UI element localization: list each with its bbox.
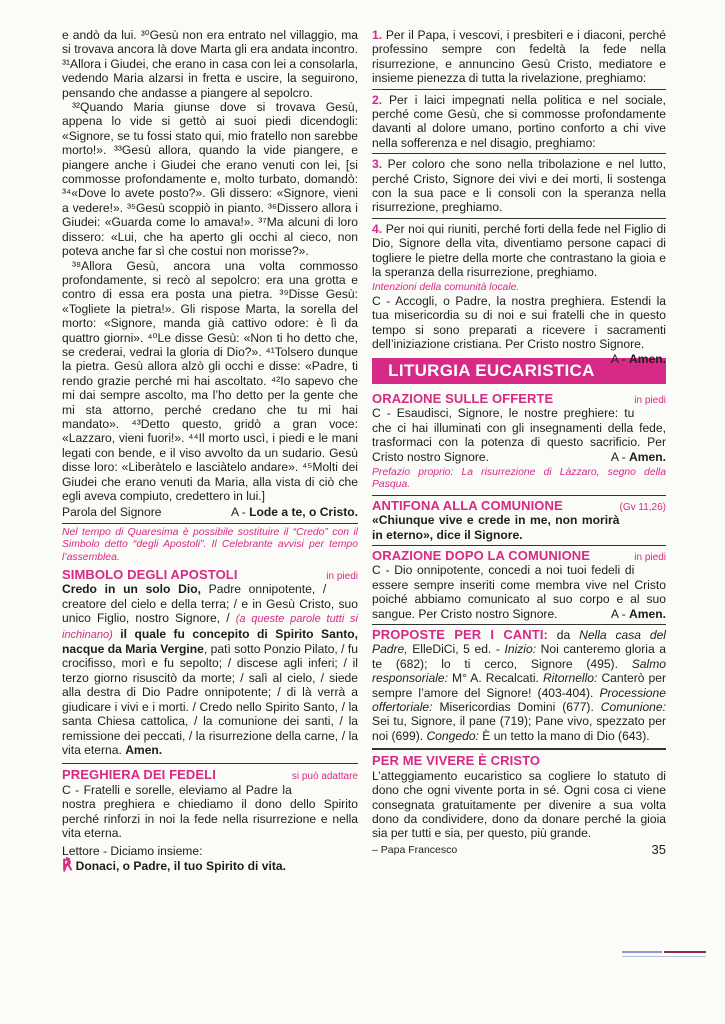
offerte-tag: in piedi <box>634 394 666 406</box>
parola-response: A - Lode a te, o Cristo. <box>230 505 358 520</box>
response-text: Donaci, o Padre, il tuo Spirito di vita. <box>75 858 286 873</box>
canti-title: PROPOSTE PER I CANTI: <box>372 627 548 643</box>
divider <box>62 523 358 524</box>
dopo-text: C - Dio onnipotente, concedi a noi tuoi fedeli di essere sempre inseriti come membra vive nel Cristo poiché abbiamo comunicato al suo corpo e al suo sangue. Per Cristo nostro Signore. A - Amen. <box>372 563 666 621</box>
author-line <box>372 843 666 857</box>
fedeli-title: PREGHIERA DEI FEDELI <box>62 767 216 783</box>
antifona-text: «Chiunque vive e crede in me, non morirà in eterno», dice il Signore. <box>372 513 620 542</box>
divider <box>372 748 666 750</box>
divider <box>372 89 666 90</box>
offerte-header <box>372 392 666 406</box>
divider <box>372 495 666 496</box>
parola-label: Parola del Signore <box>62 505 162 520</box>
decorative-line-blue <box>622 951 662 953</box>
left-column <box>62 28 358 873</box>
author: – Papa Francesco <box>372 843 458 856</box>
decorative-line-maroon <box>664 951 706 953</box>
vivere-header <box>372 754 666 768</box>
conclusion-prayer: C - Accogli, o Padre, la nostra preghiera. Estendi la tua misericordia su di noi e sui fratelli che in questo tempo si sono preparati a ricevere i sacramenti dell’iniziazione cristiana. Per Cristo nostro Signore. A - Amen. <box>372 293 666 366</box>
right-column <box>372 28 666 857</box>
antifona-title: ANTIFONA ALLA COMUNIONE <box>372 497 563 513</box>
parola-line <box>62 505 358 519</box>
simbolo-header <box>62 568 358 582</box>
divider <box>372 545 666 546</box>
divider <box>372 153 666 154</box>
page-number: 35 <box>651 841 666 857</box>
antifona-header <box>372 499 666 513</box>
prefazio-rubric: Prefazio proprio: La risurrezione di Làzzaro, segno della Pasqua. <box>372 466 666 491</box>
canti-text: PROPOSTE PER I CANTI: da Nella casa del Padre, ElleDiCi, 5 ed. - Inizio: Noi canteremo gloria a te (682); lo ti cerco, Signore (495). Salmo responsoriale: M° A. Recalcati. Ritornello: Canterò per sempre l’amore del Signore! (403-404). Processione offertoriale: Misericordias Domini (677). Comunione: Sei tu, Signore, il pane (719); Pane vivo, spezzato per noi (699). Congedo: È un tetto la mano di Dio (643). <box>372 627 666 743</box>
gospel-paragraph-3: ³⁸Allora Gesù, ancora una volta commosso profondamente, si recò al sepolcro: era una grotta e contro di essa era posta una pietra. ³⁹Disse Gesù: «Togliete la pietra!». Gli rispose Marta, la sorella del morto: «Signore, manda già cattivo odore: è lì da quattro giorni». ⁴⁰Le disse Gesù: «Non ti ho detto che, se crederai, vedrai la gloria di Dio?». ⁴¹Tolsero dunque la pietra. Gesù allora alzò gli occhi e disse: «Padre, ti rendo grazie perché mi hai ascoltato. ⁴²Io sapevo che mi dai sempre ascolto, ma l’ho detto per la gente che mi sta attorno, perché credano che tu mi hai mandato». ⁴³Detto questo, gridò a gran voce: «Lazzaro, vieni fuori!». ⁴⁴Il morto uscì, i piedi e le mani legati con bende, e il viso avvolto da un sudario. Gesù disse loro: «Liberàtelo e lasciàtelo andare». ⁴⁵Molti dei Giudei che erano venuti da Maria, alla vista di ciò che egli aveva compiuto, credettero in lui.] <box>62 258 358 503</box>
fedeli-text: C - Fratelli e sorelle, eleviamo al Padre la nostra preghiera e chiediamo il dono dello Spirito perché rinforzi in noi la fede nella risurrezione e nella vita eterna. <box>62 782 358 840</box>
quaresima-note: Nel tempo di Quaresima è possibile sostituire il “Credo” con il Simbolo detto “degli Apostoli”. Il Celebrante avvisi per tempo l’assemblea. <box>62 526 358 563</box>
divider <box>372 624 666 625</box>
response-line <box>62 856 358 874</box>
intention-1: 1. Per il Papa, i vescovi, i presbiteri e i diaconi, perché professino sempre con fedeltà la fede nella risurrezione, e annuncino Gesù Cristo, mediatore e insieme pienezza di tutta la rivelazione, preghiamo: <box>372 28 666 86</box>
liturgia-banner: LITURGIA EUCARISTICA <box>372 358 666 384</box>
dopo-tag: in piedi <box>634 552 666 563</box>
fedeli-tag: si può adattare <box>291 771 358 783</box>
simbolo-title: SIMBOLO DEGLI APOSTOLI <box>62 567 238 583</box>
antifona-ref: (Gv 11,26) <box>619 501 666 513</box>
offerte-text: C - Esaudisci, Signore, le nostre preghiere: tu che ci hai illuminati con gli insegnamenti della fede, trasformaci con la potenza di questo sacrificio. Per Cristo nostro Signore. A - Amen. <box>372 406 666 464</box>
gospel-paragraph-2: ³²Quando Maria giunse dove si trovava Gesù, appena lo vide si gettò ai suoi piedi dicendogli: «Signore, se tu fossi stato qui, mio fratello non sarebbe morto!». ³³Gesù allora, quando la vide piangere, e piangere anche i Giudei che erano venuti con lei, [si commosse profondamente e, molto turbato, domandò: ³⁴«Dove lo avete posto?». Gli dissero: «Signore, vieni a vedere!». ³⁵Gesù scoppiò in pianto. ³⁶Dissero allora i Giudei: «Guarda come lo amava!». ³⁷Ma alcuni di loro dissero: «Lui, che ha aperto gli occhi al cieco, non poteva anche far sì che costui non morisse?». <box>62 100 358 259</box>
divider <box>62 763 358 764</box>
offerte-title: ORAZIONE SULLE OFFERTE <box>372 390 554 406</box>
decorative-line-light <box>622 956 706 957</box>
intention-3: 3. Per coloro che sono nella tribolazione e nel lutto, perché Cristo, Signore dei vivi e dei morti, li sostenga con la sua pace e li consoli con la speranza nella risurrezione, preghiamo. <box>372 157 666 215</box>
fedeli-header <box>62 768 358 782</box>
lettore-line: Lettore - Diciamo insieme: <box>62 844 203 859</box>
divider <box>372 218 666 219</box>
intenzioni-rubric: Intenzioni della comunità locale. <box>372 281 520 293</box>
response-symbol: ℟ <box>62 856 73 874</box>
vivere-title: PER ME VIVERE È CRISTO <box>372 753 541 769</box>
dopo-title: ORAZIONE DOPO LA COMUNIONE <box>372 548 591 563</box>
intention-4: 4. Per noi qui riuniti, perché forti della fede nel Figlio di Dio, Signore della vita, diventiamo persone capaci di togliere le pietre della morte che contrastano la gioia e la speranza della risurrezione, preghiamo. <box>372 221 666 280</box>
vivere-text: L’atteggiamento eucaristico sa cogliere lo statuto di dono che ogni vivente porta in sé. Ogni cosa ci viene consegnata gratuitamente per divenire a sua volta dono da condividere, dono da donare perché la gioia sia per tutti e sia, per questo, più grande. <box>372 768 666 841</box>
dopo-header <box>372 549 666 563</box>
intention-2: 2. Per i laici impegnati nella politica e nel sociale, perché come Gesù, che si commosse profondamente davanti al dolore umano, portino conforto a chi vive nella sofferenza e nel disagio, preghiamo: <box>372 92 666 150</box>
simbolo-text: Credo in un solo Dio, Padre onnipotente, / creatore del cielo e della terra; / e in Gesù Cristo, suo unico Figlio, nostro Signore, / (a queste parole tutti si inchinano) il quale fu concepito di Spirito Santo, nacque da Maria Vergine, patì sotto Ponzio Pilato, / fu crocifisso, morì e fu sepolto; / discese agli inferi; / il terzo giorno risuscitò da morte; / salì al cielo, / siede alla destra di Dio Padre onnipotente; / di là verrà a giudicare i vivi e i morti. / Credo nello Spirito Santo, / la santa Chiesa cattolica, / la comunione dei santi, / la remissione dei peccati, / la risurrezione della carne, / la vita eterna. Amen. <box>62 582 358 757</box>
gospel-paragraph-1: e andò da lui. ³⁰Gesù non era entrato nel villaggio, ma si trovava ancora là dove Marta gli era andata incontro. ³¹Allora i Giudei, che erano in casa con lei a consolarla, vedendo Maria alzarsi in fretta e uscire, la seguirono, pensando che andasse a piangere al sepolcro. <box>62 28 358 100</box>
simbolo-tag: in piedi <box>326 571 358 583</box>
